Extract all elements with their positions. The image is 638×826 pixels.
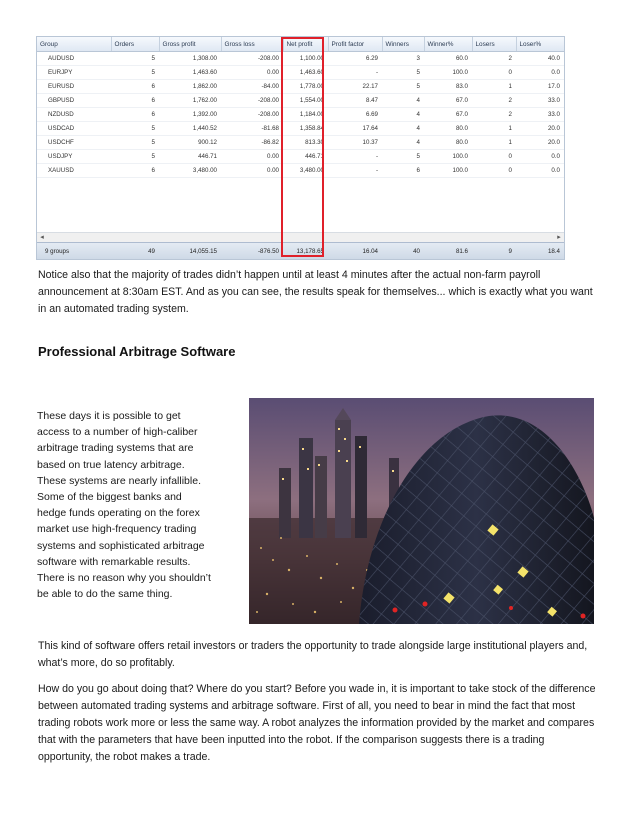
table-cell: - [328, 150, 382, 164]
table-row[interactable] [37, 108, 564, 122]
table-cell: 3 [382, 52, 424, 66]
city-skyline-photo [249, 398, 594, 624]
table-cell: 6.69 [328, 108, 382, 122]
totals-cell: 18.4 [516, 243, 564, 260]
table-cell: 5 [111, 150, 159, 164]
table-cell: 5 [111, 122, 159, 136]
column-header[interactable]: Losers [472, 37, 516, 52]
table-cell: 5 [111, 52, 159, 66]
table-cell: 6 [111, 94, 159, 108]
table-row[interactable] [37, 122, 564, 136]
table-cell: 1,100.00 [283, 52, 328, 66]
table-cell: 1,862.00 [159, 80, 221, 94]
table-cell: 67.0 [424, 108, 472, 122]
table-cell: 0 [472, 150, 516, 164]
paragraph-nfp-timing: Notice also that the majority of trades didn’t happen until at least 4 minutes after the actual non-farm payroll announcement at 8:30am EST. And as you can see, the results speak for themselves... which is exactly what you want in an automated trading system. [38, 269, 593, 315]
table-cell: 67.0 [424, 94, 472, 108]
scroll-right-icon[interactable]: ▸ [557, 234, 561, 241]
table-cell: AUDUSD [37, 52, 111, 66]
scroll-left-icon[interactable]: ◂ [40, 234, 44, 241]
table-cell: 0.0 [516, 66, 564, 80]
column-header[interactable]: Profit factor [328, 37, 382, 52]
table-cell: GBPUSD [37, 94, 111, 108]
table-cell: -86.82 [221, 136, 283, 150]
table-cell: 0.00 [221, 66, 283, 80]
table-cell: 1,778.00 [283, 80, 328, 94]
column-header[interactable]: Net profit [283, 37, 328, 52]
table-cell: - [328, 164, 382, 178]
table-row[interactable] [37, 94, 564, 108]
table-cell: 446.71 [283, 150, 328, 164]
table-cell: USDCHF [37, 136, 111, 150]
totals-cell: 49 [111, 243, 159, 260]
table-cell: 1,358.84 [283, 122, 328, 136]
table-cell: 3,480.00 [159, 164, 221, 178]
table-row[interactable] [37, 136, 564, 150]
table-cell: 8.47 [328, 94, 382, 108]
table-cell: 20.0 [516, 136, 564, 150]
totals-cell: -876.50 [221, 243, 283, 260]
table-cell: - [328, 66, 382, 80]
table-cell: 2 [472, 108, 516, 122]
table-cell: 900.12 [159, 136, 221, 150]
table-cell: 6 [111, 164, 159, 178]
table-cell: 0.0 [516, 164, 564, 178]
table-cell: 100.0 [424, 66, 472, 80]
table-cell: 1,184.00 [283, 108, 328, 122]
table-cell: 33.0 [516, 108, 564, 122]
table-row[interactable] [37, 66, 564, 80]
table-cell: 5 [111, 136, 159, 150]
table-cell: 1 [472, 80, 516, 94]
table-cell: EURJPY [37, 66, 111, 80]
table-row[interactable] [37, 164, 564, 178]
table-cell: 0.0 [516, 150, 564, 164]
table-cell: 3,480.00 [283, 164, 328, 178]
totals-cell: 13,178.65 [283, 243, 328, 260]
table-cell: 1,440.52 [159, 122, 221, 136]
sidebar-text: These days it is possible to get access to a number of high-caliber arbitrage trading systems that are based on true latency arbitrage. These systems are nearly infallible. Some of the biggest banks and hedge funds operating on the forex market use high-frequency trading systems and sophisticated arbitrage software with remarkable results. There is no reason why you shouldn’t be able to do the same thing. [37, 410, 211, 601]
trading-results-grid [36, 36, 565, 260]
totals-cell: 9 [472, 243, 516, 260]
column-header[interactable]: Gross profit [159, 37, 221, 52]
table-cell: NZDUSD [37, 108, 111, 122]
table-cell: 4 [382, 108, 424, 122]
table-cell: 2 [472, 94, 516, 108]
table-header-row [37, 37, 564, 52]
table-cell: 6 [382, 164, 424, 178]
table-cell: -208.00 [221, 108, 283, 122]
table-cell: 100.0 [424, 164, 472, 178]
table-cell: 100.0 [424, 150, 472, 164]
column-header[interactable]: Loser% [516, 37, 564, 52]
column-header[interactable]: Winner% [424, 37, 472, 52]
table-cell: 40.0 [516, 52, 564, 66]
table-cell: 80.0 [424, 122, 472, 136]
table-cell: 4 [382, 94, 424, 108]
table-row[interactable] [37, 150, 564, 164]
totals-cell: 9 groups [37, 243, 111, 260]
table-row[interactable] [37, 52, 564, 66]
table-cell: 4 [382, 136, 424, 150]
paragraph-how-to-start: How do you go about doing that? Where do you start? Before you wade in, it is important to take stock of the difference between automated trading systems and arbitrage software. First of all, you need to bear in mind the fact that most trading robots work more or less the same way. A robot analyzes the information provided by the market and compares that with the parameters that have been inputted into the robot. If the comparison suggests there is a trading opportunity, the robot makes a trade. [38, 683, 596, 763]
table-cell: 1 [472, 136, 516, 150]
column-header[interactable]: Group [37, 37, 111, 52]
table-cell: 22.17 [328, 80, 382, 94]
totals-cell: 81.6 [424, 243, 472, 260]
table-cell: -81.68 [221, 122, 283, 136]
totals-row [37, 242, 564, 260]
table-cell: 17.64 [328, 122, 382, 136]
table-cell: 1,463.60 [283, 66, 328, 80]
table-cell: 0.00 [221, 150, 283, 164]
table-cell: 5 [382, 66, 424, 80]
totals-cell: 40 [382, 243, 424, 260]
table-body [37, 52, 564, 178]
results-table [37, 37, 565, 178]
column-header[interactable]: Gross loss [221, 37, 283, 52]
skyline-illustration [249, 398, 594, 624]
table-cell: 6.29 [328, 52, 382, 66]
totals-cell: 16.04 [328, 243, 382, 260]
table-cell: 33.0 [516, 94, 564, 108]
table-cell: 813.30 [283, 136, 328, 150]
table-cell: 6 [111, 80, 159, 94]
table-cell: USDCAD [37, 122, 111, 136]
table-cell: 0.00 [221, 164, 283, 178]
table-cell: 83.0 [424, 80, 472, 94]
table-cell: 1,392.00 [159, 108, 221, 122]
table-cell: 6 [111, 108, 159, 122]
column-header[interactable]: Orders [111, 37, 159, 52]
table-cell: -208.00 [221, 52, 283, 66]
totals-cell: 14,055.15 [159, 243, 221, 260]
table-cell: 0 [472, 164, 516, 178]
table-cell: 4 [382, 122, 424, 136]
table-cell: 20.0 [516, 122, 564, 136]
table-cell: 60.0 [424, 52, 472, 66]
table-cell: -208.00 [221, 94, 283, 108]
table-cell: 80.0 [424, 136, 472, 150]
table-cell: 0 [472, 66, 516, 80]
table-row[interactable] [37, 80, 564, 94]
table-cell: 1 [472, 122, 516, 136]
table-cell: 2 [472, 52, 516, 66]
paragraph-retail-opportunity: This kind of software offers retail investors or traders the opportunity to trade alongside large institutional players and, what’s more, do so profitably. [38, 640, 588, 669]
section-heading: Professional Arbitrage Software [38, 344, 236, 359]
column-header[interactable]: Winners [382, 37, 424, 52]
table-cell: 17.0 [516, 80, 564, 94]
table-cell: -84.00 [221, 80, 283, 94]
table-cell: XAUUSD [37, 164, 111, 178]
table-cell: EURUSD [37, 80, 111, 94]
table-cell: 446.71 [159, 150, 221, 164]
horizontal-scrollbar[interactable] [37, 232, 564, 242]
table-cell: USDJPY [37, 150, 111, 164]
table-cell: 1,463.60 [159, 66, 221, 80]
table-cell: 5 [382, 150, 424, 164]
table-cell: 5 [111, 66, 159, 80]
table-cell: 10.37 [328, 136, 382, 150]
table-cell: 1,762.00 [159, 94, 221, 108]
table-cell: 1,308.00 [159, 52, 221, 66]
table-cell: 5 [382, 80, 424, 94]
table-cell: 1,554.00 [283, 94, 328, 108]
